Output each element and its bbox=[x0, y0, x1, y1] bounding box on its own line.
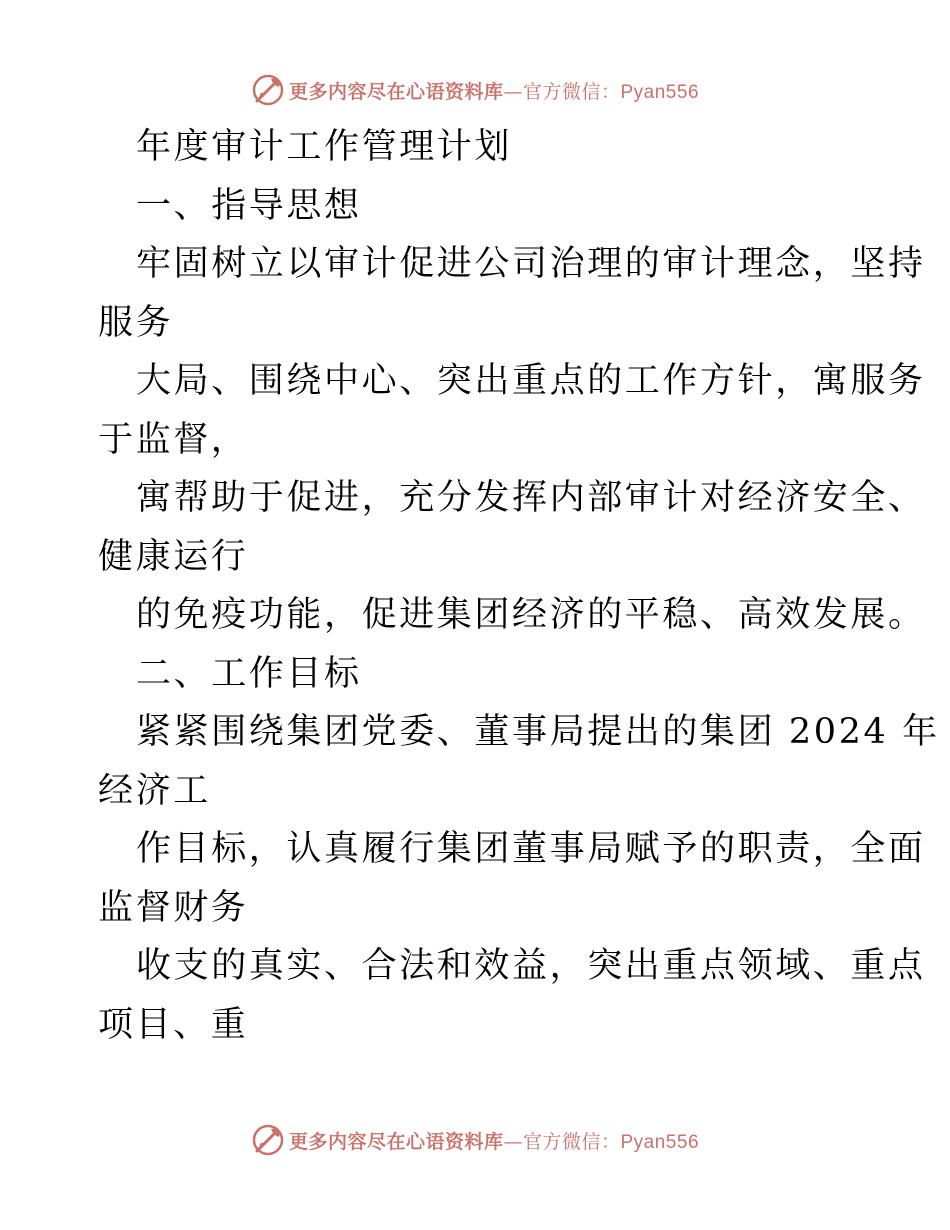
watermark-dash: — bbox=[503, 1130, 523, 1153]
document-body bbox=[98, 118, 940, 1054]
footer-watermark-text bbox=[289, 1127, 699, 1154]
paragraph-line: 服务 bbox=[98, 302, 174, 343]
watermark-main-text: 更多内容尽在心语资料库 bbox=[288, 80, 504, 103]
paragraph-line: 于监督， bbox=[98, 419, 249, 460]
quill-pen-logo-icon bbox=[251, 73, 285, 107]
paragraph-line: 经济工 bbox=[98, 770, 211, 811]
paragraph-line: 的免疫功能，促进集团经济的平稳、高效发展。 bbox=[136, 595, 926, 635]
paragraph-line: 紧紧围绕集团党委、董事局提出的集团 2024 年 bbox=[136, 712, 940, 752]
paragraph-line: 监督财务 bbox=[98, 887, 249, 928]
header-watermark-text bbox=[289, 77, 699, 104]
paragraph-line: 作目标，认真履行集团董事局赋予的职责，全面 bbox=[136, 829, 926, 869]
watermark-main-text: 更多内容尽在心语资料库 bbox=[288, 1130, 504, 1153]
document-title: 年度审计工作管理计划 bbox=[136, 127, 513, 167]
paragraph-line: 收支的真实、合法和效益，突出重点领域、重点 bbox=[136, 946, 926, 986]
watermark-wechat-text: 官方微信：Pyan556 bbox=[523, 81, 700, 103]
paragraph-line: 寓帮助于促进，充分发挥内部审计对经济安全、 bbox=[136, 478, 926, 518]
paragraph-line: 牢固树立以审计促进公司治理的审计理念，坚持 bbox=[136, 244, 926, 284]
footer-watermark-banner bbox=[0, 1120, 950, 1160]
section-heading-work-goals: 二、工作目标 bbox=[136, 653, 362, 694]
watermark-wechat-text: 官方微信：Pyan556 bbox=[523, 1131, 700, 1153]
section-heading-guiding-ideology: 一、指导思想 bbox=[136, 185, 362, 226]
header-watermark-banner bbox=[0, 70, 950, 110]
watermark-dash: — bbox=[503, 80, 523, 103]
paragraph-line: 项目、重 bbox=[98, 1004, 249, 1045]
quill-pen-logo-icon bbox=[251, 1123, 285, 1157]
paragraph-line: 大局、围绕中心、突出重点的工作方针，寓服务 bbox=[136, 361, 926, 401]
paragraph-line: 健康运行 bbox=[98, 536, 249, 577]
